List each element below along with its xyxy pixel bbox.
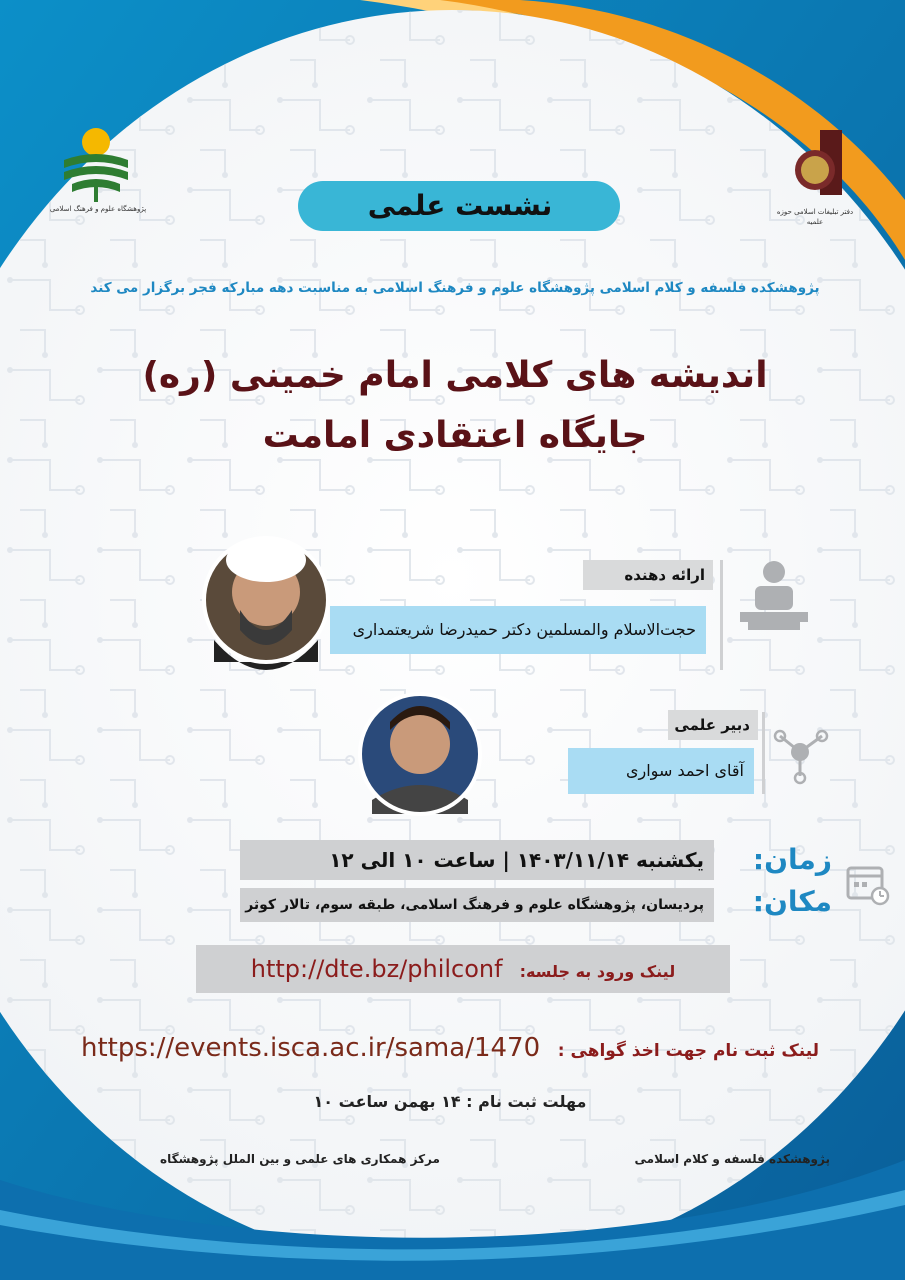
join-link-label: لینک ورود به جلسه: <box>519 962 676 981</box>
presenter-name: حجت‌الاسلام والمسلمین دکتر حمیدرضا شریعتمداری <box>330 606 706 654</box>
right-logo-caption: دفتر تبلیغات اسلامی حوزه علمیه <box>776 208 854 226</box>
place-label: مکان: <box>752 885 832 918</box>
registration-label: لینک ثبت نام جهت اخذ گواهی : <box>557 1041 820 1061</box>
presenter-label: ارائه دهنده <box>583 560 713 590</box>
join-link-url[interactable]: http://dte.bz/philconf <box>250 955 503 983</box>
secretary-name: آقای احمد سواری <box>568 748 754 794</box>
main-title-line-2: جایگاه اعتقادی امامت <box>262 415 648 456</box>
presenter-photo <box>204 538 328 670</box>
intro-line: پژوهشکده فلسفه و کلام اسلامی پژوهشگاه علوم و فرهنگ اسلامی به مناسبت دهه مبارکه فجر برگزار می کند <box>90 280 820 296</box>
main-title-line-1: اندیشه های کلامی امام خمینی (ره) <box>142 355 768 396</box>
footer-left-organizer: مرکز همکاری های علمی و بین الملل پژوهشگاه <box>160 1152 440 1166</box>
badge-title: نشست علمی <box>367 189 553 222</box>
join-link-box <box>196 945 730 993</box>
secretary-photo <box>360 694 480 814</box>
registration-deadline: مهلت ثبت نام : ۱۴ بهمن ساعت ۱۰ <box>313 1092 587 1111</box>
footer-right-organizer: پژوهشکده فلسفه و کلام اسلامی <box>634 1152 830 1166</box>
registration-url[interactable]: https://events.isca.ac.ir/sama/1470 <box>80 1033 541 1063</box>
left-logo-caption: پژوهشگاه علوم و فرهنگ اسلامی <box>49 205 147 213</box>
time-value: یکشنبه ۱۴۰۳/۱۱/۱۴ | ساعت ۱۰ الی ۱۲ <box>240 840 714 880</box>
place-value: پردیسان، پژوهشگاه علوم و فرهنگ اسلامی، طبقه سوم، تالار کوثر <box>240 888 714 922</box>
registration-row <box>60 1028 840 1068</box>
secretary-label: دبیر علمی <box>668 710 758 740</box>
time-label: زمان: <box>752 843 832 876</box>
